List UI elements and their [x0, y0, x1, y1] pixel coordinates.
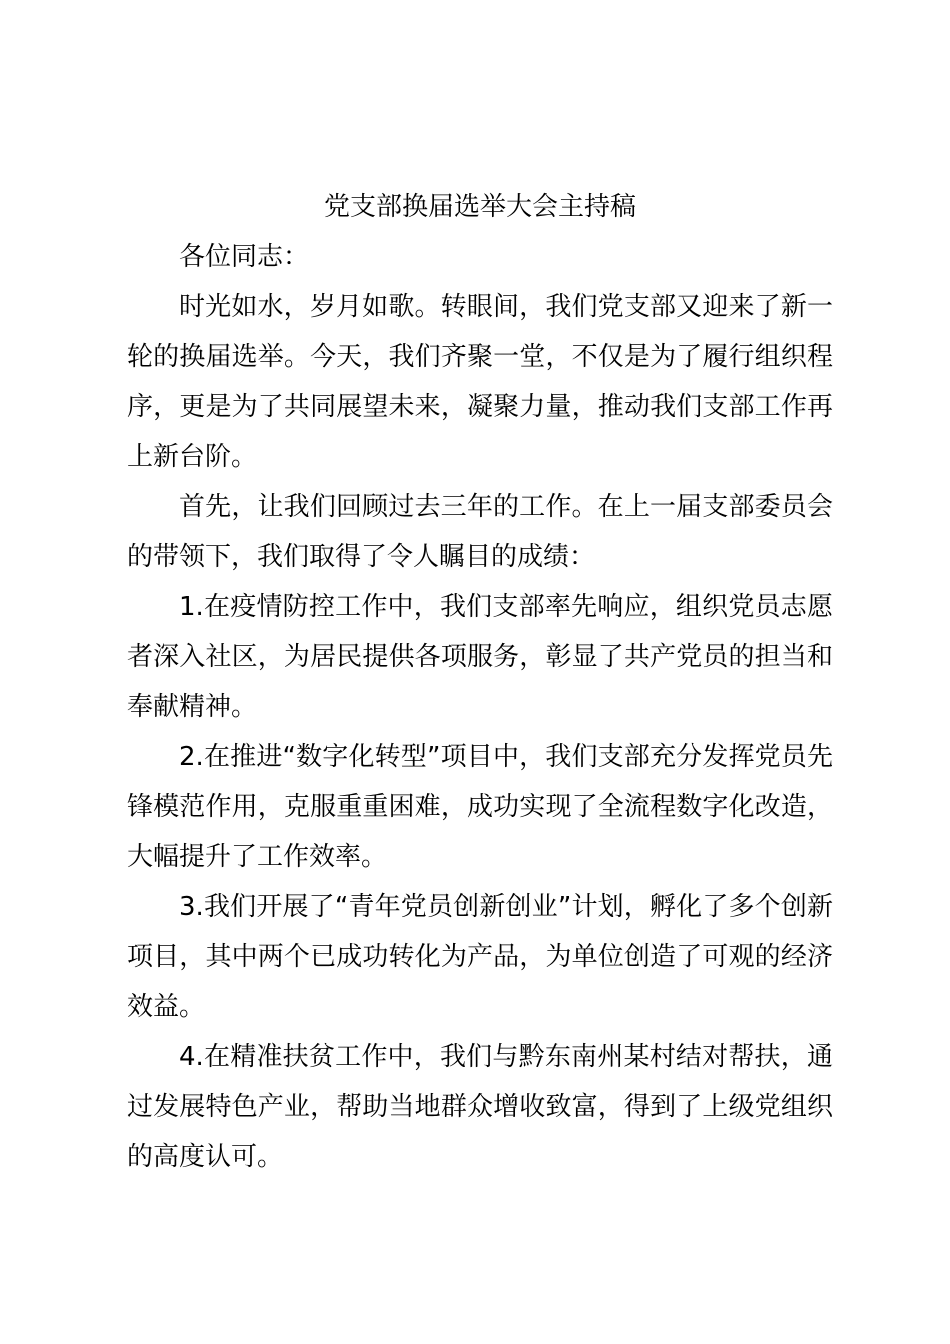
paragraph-item-2: 2.在推进“数字化转型”项目中，我们支部充分发挥党员先锋模范作用，克服重重困难，成功实现了全流程数字化改造，大幅提升了工作效率。	[127, 742, 833, 872]
paragraph-item-1: 1.在疫情防控工作中，我们支部率先响应，组织党员志愿者深入社区，为居民提供各项服务，彰显了共产党员的担当和奉献精神。	[127, 592, 833, 722]
paragraph-item-3: 3.我们开展了“青年党员创新创业”计划，孵化了多个创新项目，其中两个已成功转化为产品，为单位创造了可观的经济效益。	[127, 892, 833, 1022]
paragraph-review: 首先，让我们回顾过去三年的工作。在上一届支部委员会的带领下，我们取得了令人瞩目的成绩：	[127, 492, 833, 572]
document-body	[127, 182, 833, 1182]
paragraph-intro: 时光如水，岁月如歌。转眼间，我们党支部又迎来了新一轮的换届选举。今天，我们齐聚一堂，不仅是为了履行组织程序，更是为了共同展望未来，凝聚力量，推动我们支部工作再上新台阶。	[127, 292, 833, 472]
document-title: 党支部换届选举大会主持稿	[323, 192, 636, 222]
salutation: 各位同志：	[179, 242, 310, 272]
paragraph-item-4: 4.在精准扶贫工作中，我们与黔东南州某村结对帮扶，通过发展特色产业，帮助当地群众增收致富，得到了上级党组织的高度认可。	[127, 1042, 833, 1172]
